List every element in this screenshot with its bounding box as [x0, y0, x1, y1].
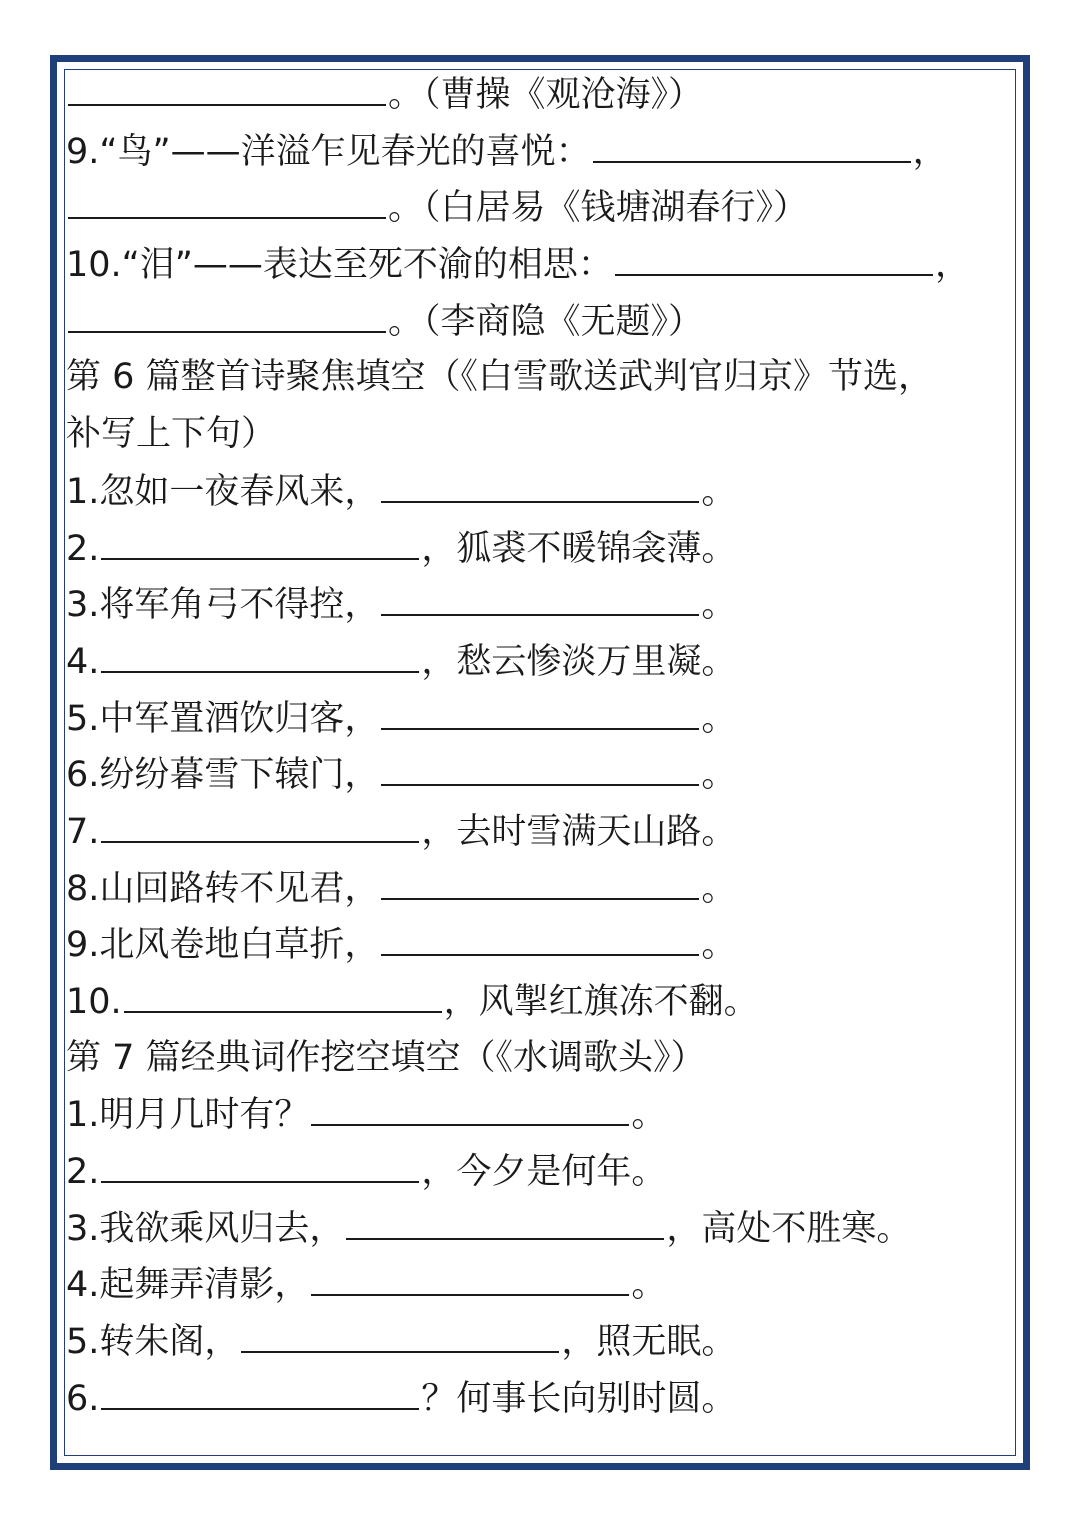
question-text-after: ，: [912, 131, 948, 172]
question-line: [66, 690, 1014, 747]
question-line: [66, 576, 1014, 633]
section-heading: 补写上下句）: [66, 414, 277, 455]
answer-blank[interactable]: [615, 236, 933, 276]
question-text-after: 。: [701, 868, 737, 909]
answer-blank[interactable]: [68, 179, 386, 219]
question-text-after: 。: [631, 1265, 667, 1306]
question-text-after: ，去时雪满天山路。: [421, 811, 737, 852]
question-text-after: ，狐裘不暖锦衾薄。: [421, 528, 737, 569]
question-text-after: 。（曹操《观沧海》）: [388, 75, 704, 115]
section-heading: 第 7 篇经典词作挖空填空（《水调歌头》）: [66, 1037, 706, 1078]
question-line: [66, 1143, 1014, 1200]
question-text: 10.“泪”——表达至死不渝的相思：: [66, 245, 613, 286]
question-text: 4.: [66, 641, 100, 682]
question-text-after: ，高处不胜寒。: [666, 1208, 912, 1249]
question-line: [66, 520, 1014, 577]
answer-blank[interactable]: [346, 1200, 664, 1240]
question-text: 3.我欲乘风归去，: [66, 1208, 345, 1249]
answer-blank[interactable]: [101, 1143, 419, 1183]
question-text-after: ？何事长向别时圆。: [421, 1378, 737, 1419]
question-line: [66, 1086, 1014, 1143]
question-text: 6.: [66, 1378, 100, 1419]
question-text-after: ，今夕是何年。: [421, 1152, 667, 1193]
answer-blank[interactable]: [311, 1086, 629, 1126]
question-text: 8.山回路转不见君，: [66, 868, 380, 909]
answer-blank[interactable]: [101, 803, 419, 843]
question-text-after: ，照无眠。: [561, 1322, 737, 1363]
answer-blank[interactable]: [241, 1313, 559, 1353]
answer-blank[interactable]: [593, 123, 911, 163]
worksheet-content: [66, 66, 1014, 1427]
question-text: 6.纷纷暮雪下辕门，: [66, 755, 380, 796]
answer-blank[interactable]: [381, 860, 699, 900]
question-text: 2.: [66, 1152, 100, 1193]
question-text-after: 。（李商隐《无题》）: [388, 301, 704, 342]
question-text-after: 。: [701, 585, 737, 626]
answer-blank[interactable]: [101, 633, 419, 673]
question-text: 10.: [66, 982, 122, 1022]
question-line: [66, 463, 1014, 520]
answer-blank[interactable]: [381, 916, 699, 956]
answer-blank[interactable]: [124, 973, 442, 1013]
question-text-after: 。: [701, 698, 737, 739]
question-line: [66, 803, 1014, 860]
question-text-after: ，愁云惨淡万里凝。: [421, 641, 737, 682]
answer-blank[interactable]: [381, 576, 699, 616]
question-line: [66, 1200, 1014, 1257]
section-heading: 第 6 篇整首诗聚焦填空（《白雪歌送武判官归京》节选，: [66, 357, 934, 398]
question-line: [66, 973, 1014, 1030]
answer-blank[interactable]: [311, 1256, 629, 1296]
question-line: [66, 236, 1014, 293]
answer-blank[interactable]: [68, 293, 386, 333]
question-line: [66, 1370, 1014, 1427]
question-text: 3.将军角弓不得控，: [66, 585, 380, 626]
answer-blank[interactable]: [381, 690, 699, 730]
question-line: [66, 860, 1014, 917]
question-text-after: 。: [701, 925, 737, 966]
question-line: [66, 123, 1014, 180]
question-line: [66, 293, 1014, 350]
question-line: [66, 633, 1014, 690]
question-text-after: 。: [701, 755, 737, 796]
question-text: 4.起舞弄清影，: [66, 1265, 310, 1306]
question-text: 2.: [66, 528, 100, 569]
answer-blank[interactable]: [68, 66, 386, 106]
question-text: 5.转朱阁，: [66, 1322, 240, 1363]
answer-blank[interactable]: [381, 463, 699, 503]
question-text-after: ，: [934, 245, 970, 286]
question-text: 5.中军置酒饮归客，: [66, 698, 380, 739]
question-line: [66, 746, 1014, 803]
question-text-after: ，风掣红旗冻不翻。: [443, 982, 759, 1022]
question-text-after: 。: [701, 471, 737, 512]
question-line: [66, 1313, 1014, 1370]
question-text-after: 。（白居易《钱塘湖春行》）: [388, 188, 809, 229]
question-line: [66, 66, 1014, 123]
question-line: [66, 1256, 1014, 1313]
answer-blank[interactable]: [381, 746, 699, 786]
answer-blank[interactable]: [101, 520, 419, 560]
question-text: 7.: [66, 811, 100, 852]
question-text: 1.忽如一夜春风来，: [66, 471, 380, 512]
answer-blank[interactable]: [101, 1370, 419, 1410]
question-text: 1.明月几时有？: [66, 1095, 310, 1136]
question-text: 9.北风卷地白草折，: [66, 925, 380, 966]
question-line: [66, 179, 1014, 236]
question-line: [66, 916, 1014, 973]
question-text: 9.“鸟”——洋溢乍见春光的喜悦：: [66, 131, 591, 172]
question-text-after: 。: [631, 1095, 667, 1136]
